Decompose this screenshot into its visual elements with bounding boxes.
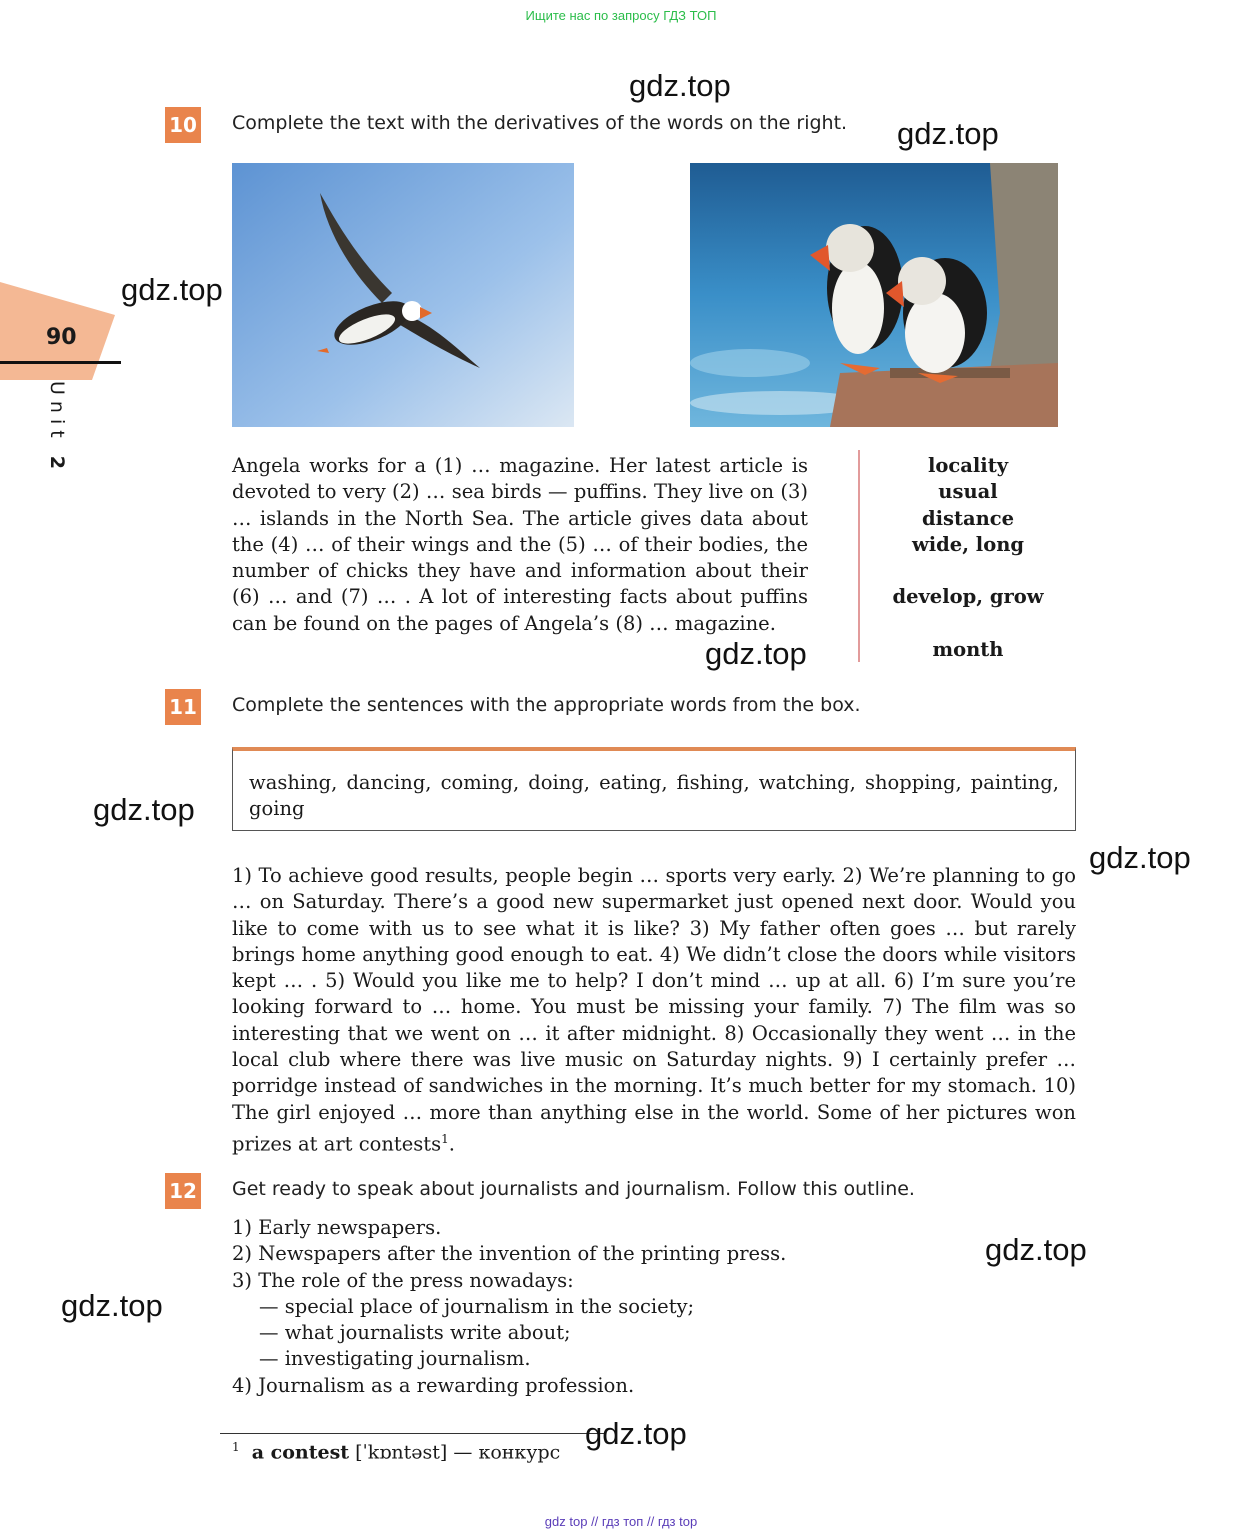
outline-list — [232, 1215, 786, 1399]
words-divider — [858, 450, 860, 662]
word-develop-grow: develop, grow — [892, 585, 1044, 609]
footnote-mark: 1 — [232, 1440, 240, 1454]
exercise-11-end: . — [448, 1132, 455, 1156]
footer-separator: // — [646, 1514, 655, 1529]
unit-number: 2 — [46, 455, 68, 475]
footer-separator: // — [591, 1514, 599, 1529]
footnote-term: a contest — [251, 1441, 350, 1464]
exercise-11-sentences: 1) To achieve good results, people begin … sports very early. 2) We’re planning to go … on Saturday. There’s a good new supermarket just opened next door. Would you like to come with us to see what it is like? 3) My father often goes … but rarely brings home anything good enough to eat. 4) We didn’t close the doors while visitors kept … . 5) Would you like me to help? I don’t mind … up at all. 6) I’m sure you’re looking forward to … home. You must be missing your family. 7) The film was so interesting that we went on … it after midnight. 8) Occasionally they went … in the local club where there was live music on Saturday nights. 9) I certainly prefer … porridge instead of sandwiches in the morning. It’s much better for my stomach. 10) The girl enjoyed … more than anything else in the world. Some of her pictures won prizes at art contests — [232, 864, 1076, 1156]
footer-link[interactable]: gdz top — [544, 1514, 588, 1529]
page-number: 90 — [46, 325, 77, 350]
outline-subitem: — special place of journalism in the society; — [259, 1294, 695, 1318]
outline-item: 3) The role of the press nowadays: — [232, 1268, 574, 1292]
word-box-text: washing, dancing, coming, doing, eating, fishing, watching, shopping, painting, going — [249, 771, 1059, 821]
footnote-ref: 1 — [441, 1131, 449, 1146]
footer-links — [0, 1514, 1242, 1529]
word-locality: locality — [927, 454, 1009, 477]
watermark: gdz.top — [93, 792, 195, 827]
word-distance: distance — [921, 506, 1015, 530]
watermark: gdz.top — [61, 1288, 163, 1323]
watermark: gdz.top — [705, 636, 807, 671]
unit-label — [46, 381, 68, 481]
exercise-11-text — [232, 863, 1076, 1158]
top-banner[interactable]: Ищите нас по запросу ГДЗ ТОП — [525, 8, 717, 23]
exercise-11-number: 11 — [165, 689, 201, 725]
exercise-10-number: 10 — [165, 107, 201, 143]
watermark: gdz.top — [121, 272, 223, 307]
footnote-transcription: [ˈkɒntəst] — [355, 1441, 448, 1464]
exercise-10-instruction: Complete the text with the derivatives of the words on the right. — [232, 112, 848, 134]
footnote-translation: конкурс — [478, 1441, 561, 1464]
outline-item: 4) Journalism as a rewarding profession. — [232, 1373, 635, 1397]
outline-item: 1) Early newspapers. — [232, 1216, 442, 1239]
photo-flying-puffin — [232, 163, 574, 427]
outline-subitem: — investigating journalism. — [259, 1347, 531, 1371]
watermark: gdz.top — [985, 1232, 1087, 1267]
footnote — [232, 1440, 560, 1463]
word-box — [232, 747, 1076, 831]
footer-link[interactable]: гдз top — [657, 1514, 698, 1529]
outline-item: 2) Newspapers after the invention of the printing press. — [232, 1242, 787, 1266]
watermark: gdz.top — [1089, 840, 1191, 875]
derivative-words — [878, 453, 1058, 663]
unit-word: Unit — [46, 381, 68, 444]
watermark: gdz.top — [585, 1416, 687, 1451]
exercise-10-text: Angela works for a (1) … magazine. Her latest article is devoted to very (2) … sea birds — puffins. They live on (3) … islands in the North Sea. The article gives data about the (4) … of their wings and the (5) … of their bodies, the number of chicks they have and information about their (6) … and (7) … . A lot of interesting facts about puffins can be found on the pages of Angela’s (8) … magazine. — [232, 454, 808, 635]
watermark: gdz.top — [897, 116, 999, 151]
exercise-12-number: 12 — [165, 1173, 201, 1209]
photo-two-puffins — [690, 163, 1058, 427]
word-usual: usual — [938, 480, 998, 504]
page-divider — [0, 361, 121, 364]
footnote-rule — [220, 1433, 605, 1434]
footnote-dash: — — [453, 1441, 473, 1464]
footer-link[interactable]: гдз топ — [601, 1514, 644, 1529]
exercise-11-instruction: Complete the sentences with the appropriate words from the box. — [232, 694, 861, 716]
word-wide-long: wide, long — [911, 532, 1025, 556]
word-month: month — [932, 638, 1004, 662]
exercise-12-instruction: Get ready to speak about journalists and journalism. Follow this outline. — [232, 1178, 915, 1200]
outline-subitem: — what journalists write about; — [259, 1321, 571, 1345]
watermark: gdz.top — [629, 68, 731, 103]
